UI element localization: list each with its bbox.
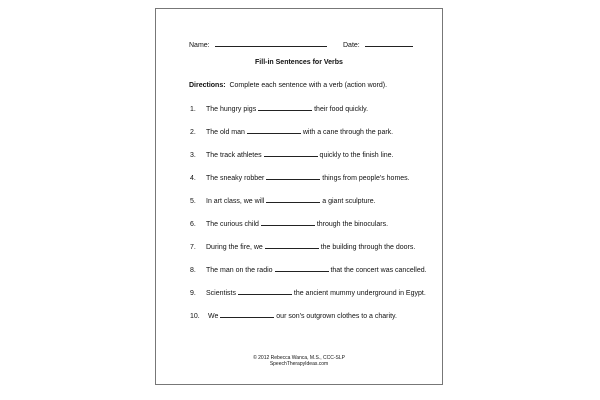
item-number: 7. bbox=[190, 244, 196, 251]
answer-blank[interactable] bbox=[258, 104, 312, 111]
item-text-after: their food quickly. bbox=[314, 106, 369, 113]
item-number: 3. bbox=[190, 152, 196, 159]
item-text-after: that the concert was cancelled. bbox=[330, 267, 427, 274]
worksheet-title: Fill-in Sentences for Verbs bbox=[255, 59, 343, 66]
item-text-after: things from people's homes. bbox=[322, 175, 410, 182]
item-text-before: The track athletes bbox=[206, 152, 262, 159]
directions-label: Directions: bbox=[189, 82, 226, 89]
item-text-before: The hungry pigs bbox=[206, 106, 257, 113]
sentence-item bbox=[190, 150, 393, 160]
date-field[interactable] bbox=[365, 40, 413, 47]
answer-blank[interactable] bbox=[238, 288, 292, 295]
item-number: 8. bbox=[190, 267, 196, 274]
name-field[interactable] bbox=[215, 40, 327, 47]
item-text-before: Scientists bbox=[206, 290, 236, 297]
answer-blank[interactable] bbox=[266, 173, 320, 180]
item-text-before: The old man bbox=[206, 129, 245, 136]
sentence-item bbox=[190, 265, 427, 275]
sentence-item bbox=[190, 127, 393, 137]
item-text-before: The curious child bbox=[206, 221, 259, 228]
copyright-text: © 2012 Rebecca Wanca, M.S., CCC-SLP bbox=[253, 355, 345, 361]
name-row bbox=[189, 40, 327, 50]
answer-blank[interactable] bbox=[261, 219, 315, 226]
item-text-before: During the fire, we bbox=[206, 244, 263, 251]
item-text-after: through the binoculars. bbox=[316, 221, 389, 228]
answer-blank[interactable] bbox=[275, 265, 329, 272]
answer-blank[interactable] bbox=[247, 127, 301, 134]
item-number: 5. bbox=[190, 198, 196, 205]
sentence-item bbox=[190, 196, 376, 206]
item-text-after: our son's outgrown clothes to a charity. bbox=[276, 313, 397, 320]
directions bbox=[189, 82, 387, 90]
sentence-item bbox=[190, 288, 426, 298]
answer-blank[interactable] bbox=[266, 196, 320, 203]
sentence-item bbox=[190, 173, 410, 183]
sentence-item bbox=[190, 104, 368, 114]
item-text-after: quickly to the finish line. bbox=[319, 152, 394, 159]
sentence-item bbox=[190, 311, 397, 321]
item-number: 2. bbox=[190, 129, 196, 136]
item-text-after: the building through the doors. bbox=[320, 244, 416, 251]
item-text-before: In art class, we will bbox=[206, 198, 265, 205]
item-number: 6. bbox=[190, 221, 196, 228]
item-text-before: The sneaky robber bbox=[206, 175, 265, 182]
item-text-after: a giant sculpture. bbox=[322, 198, 376, 205]
date-row bbox=[343, 40, 413, 50]
answer-blank[interactable] bbox=[265, 242, 319, 249]
item-text-after: with a cane through the park. bbox=[302, 129, 394, 136]
item-text-after: the ancient mummy underground in Egypt. bbox=[293, 290, 426, 297]
date-label: Date: bbox=[343, 42, 360, 49]
directions-text: Complete each sentence with a verb (action word). bbox=[229, 82, 388, 89]
item-number: 1. bbox=[190, 106, 196, 113]
item-number: 4. bbox=[190, 175, 196, 182]
item-number: 9. bbox=[190, 290, 196, 297]
site-text: SpeechTherapyIdeas.com bbox=[269, 361, 329, 367]
answer-blank[interactable] bbox=[264, 150, 318, 157]
item-text-before: The man on the radio bbox=[206, 267, 273, 274]
item-number: 10. bbox=[190, 313, 200, 320]
name-label: Name: bbox=[189, 42, 210, 49]
sentence-item bbox=[190, 242, 415, 252]
answer-blank[interactable] bbox=[220, 311, 274, 318]
item-text-before: We bbox=[208, 313, 219, 320]
footer bbox=[155, 355, 443, 367]
sentence-item bbox=[190, 219, 388, 229]
